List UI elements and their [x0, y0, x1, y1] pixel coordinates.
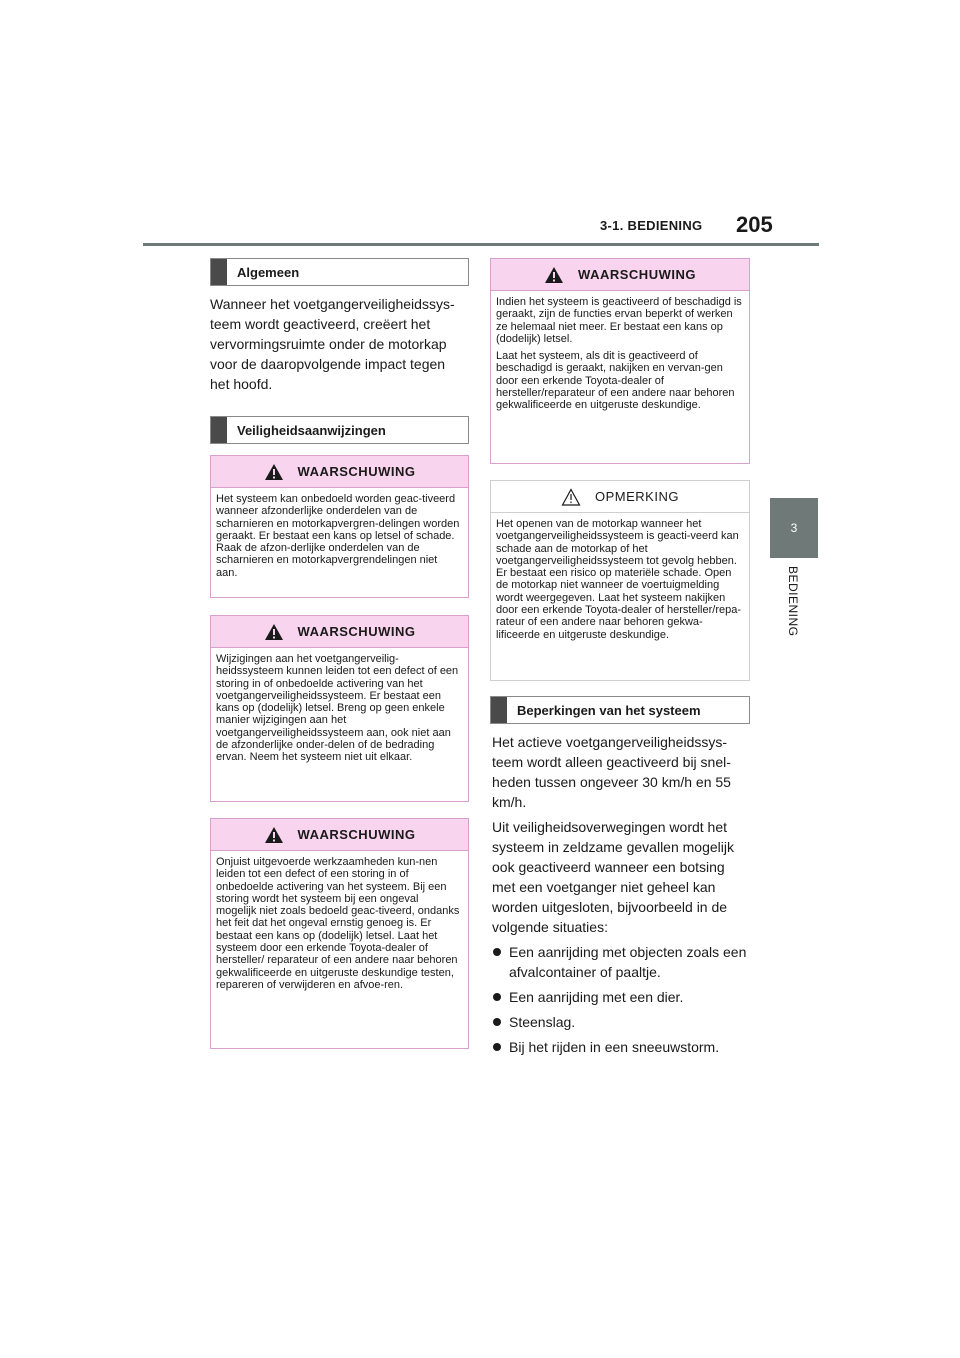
- limits-content: [492, 732, 750, 1062]
- heading-general-label: Algemeen: [237, 264, 300, 280]
- heading-limits: [490, 696, 750, 724]
- list-item-text: Een aanrijding met een dier.: [509, 989, 684, 1005]
- warning-header: [491, 259, 749, 291]
- general-text: Wanneer het voetgangerveiligheidssys-teem wordt geactiveerd, creëert het vervormingsruimte onder de motorkap voor de daaropvolgende impact tegen het hoofd.: [210, 296, 455, 392]
- notice-body: [491, 513, 749, 652]
- heading-safety-label: Veiligheidsaanwijzingen: [237, 422, 386, 438]
- bullet-icon: [493, 993, 501, 1001]
- list-item: [492, 987, 750, 1007]
- limits-paragraph-2: Uit veiligheidsoverwegingen wordt het systeem in zeldzame gevallen mogelijk ook geactiveerd wanneer een botsing met een voetganger niet geheel kan worden uitgesloten, bijvoorbeeld in de volgende situaties:: [492, 819, 734, 935]
- caution-triangle-outline-icon: [561, 488, 581, 506]
- bullet-icon: [493, 1018, 501, 1026]
- warning-triangle-icon: [264, 623, 284, 641]
- page-number: 205: [736, 212, 773, 237]
- list-item: [492, 1012, 750, 1032]
- warning-text-2: Laat het systeem, als dit is geactiveerd of beschadigd is geraakt, nakijken en vervan-gen door een erkende Toyota-dealer of hersteller/reparateur of een andere naar behoren gekwalificeerde en uitgeruste deskundige.: [496, 350, 735, 412]
- chapter-tab: [770, 498, 818, 558]
- warning-body: [211, 648, 468, 775]
- chapter-label: BEDIENING: [786, 566, 800, 637]
- chapter-number: 3: [790, 521, 798, 535]
- warning-header: [211, 616, 468, 648]
- warning-triangle-icon: [264, 463, 284, 481]
- warning-title: WAARSCHUWING: [297, 464, 416, 479]
- warning-title: WAARSCHUWING: [578, 267, 696, 282]
- warning-text: Het systeem kan onbedoeld worden geac-tiveerd wanneer afzonderlijke onderdelen van de scharnieren en motorkapvergren-delingen worden geraakt. Er bestaat een kans op letsel of schade. Raak de afzon-derlijke onderdelen van de scharnieren en motorkapvergrendelingen niet aan.: [216, 493, 460, 579]
- warning-title: WAARSCHUWING: [297, 827, 416, 842]
- general-paragraph: [210, 294, 468, 399]
- heading-block: [211, 417, 227, 443]
- heading-block: [211, 259, 227, 285]
- situations-list: [492, 942, 750, 1057]
- bullet-icon: [493, 1043, 501, 1051]
- warning-box-2: [210, 615, 469, 802]
- warning-header: [211, 456, 468, 488]
- warning-text: Onjuist uitgevoerde werkzaamheden kun-nen leiden tot een defect of een storing in of onbedoelde activering van het systeem. Bij een storing wordt het systeem bij een ongeval mogelijk niet zoals bedoeld geac-tiveerd, ondanks het feit dat het ongeval ernstig genoeg is. Er bestaat een kans op (dodelijk) letsel. Laat het systeem door een erkende Toyota-dealer of hersteller/ reparateur of een andere naar behoren gekwalificeerde en uitgeruste deskundige testen, repareren of verwijderen en afvoe-ren.: [216, 856, 460, 991]
- warning-triangle-icon: [264, 826, 284, 844]
- bullet-icon: [493, 948, 501, 956]
- list-item-text: Bij het rijden in een sneeuwstorm.: [509, 1039, 720, 1055]
- limits-paragraph-1: Het actieve voetgangerveiligheidssys-teem wordt alleen geactiveerd bij snel-heden tussen ongeveer 30 km/h en 55 km/h.: [492, 734, 731, 810]
- warning-body: [211, 851, 468, 1002]
- heading-safety: [210, 416, 469, 444]
- warning-header: [211, 819, 468, 851]
- warning-body: [491, 291, 749, 423]
- heading-general: [210, 258, 469, 286]
- warning-text: Wijzigingen aan het voetgangerveilig-heidssysteem kunnen leiden tot een defect of een storing in of onbedoelde activering van het voetgangerveiligheidssysteem. Er bestaat een kans op (dodelijk) letsel. Breng op geen enkele manier wijzigingen aan het voetgangerveiligheidssysteem aan, ook niet aan de afzonderlijke onder-delen of de bedrading ervan. Neem het systeem niet uit elkaar.: [216, 653, 459, 764]
- warning-title: WAARSCHUWING: [297, 624, 416, 639]
- section-title: 3-1. BEDIENING: [600, 218, 703, 233]
- warning-text-1: Indien het systeem is geactiveerd of beschadigd is geraakt, zijn de functies ervan beperkt of werken ze helemaal niet meer. Er bestaat een kans op (dodelijk) letsel.: [496, 296, 742, 345]
- notice-box: [490, 480, 750, 681]
- notice-text: Het openen van de motorkap wanneer het voetgangerveiligheidssysteem is geacti-veerd kan schade aan de motorkap of het voetgangerveiligheidssysteem tot gevolg hebben. Er bestaat een risico op materiële schade. Open de motorkap niet wanneer de voertuigmelding wordt weergegeven. Laat het systeem nakijken door een erkende Toyota-dealer of hersteller/repa-rateur of een andere naar behoren gekwa-lificeerde en uitgeruste deskundige.: [496, 518, 742, 641]
- heading-block: [491, 697, 507, 723]
- heading-limits-label: Beperkingen van het systeem: [517, 702, 701, 718]
- warning-box-4: [490, 258, 750, 464]
- notice-title: OPMERKING: [595, 489, 679, 504]
- notice-header: [491, 481, 749, 513]
- warning-box-3: [210, 818, 469, 1049]
- list-item-text: Een aanrijding met objecten zoals een afvalcontainer of paaltje.: [509, 944, 747, 980]
- list-item: [492, 1037, 750, 1057]
- header-rule: [143, 243, 819, 246]
- list-item: [492, 942, 750, 982]
- list-item-text: Steenslag.: [509, 1014, 576, 1030]
- warning-box-1: [210, 455, 469, 598]
- warning-triangle-icon: [544, 266, 564, 284]
- warning-body: [211, 488, 468, 590]
